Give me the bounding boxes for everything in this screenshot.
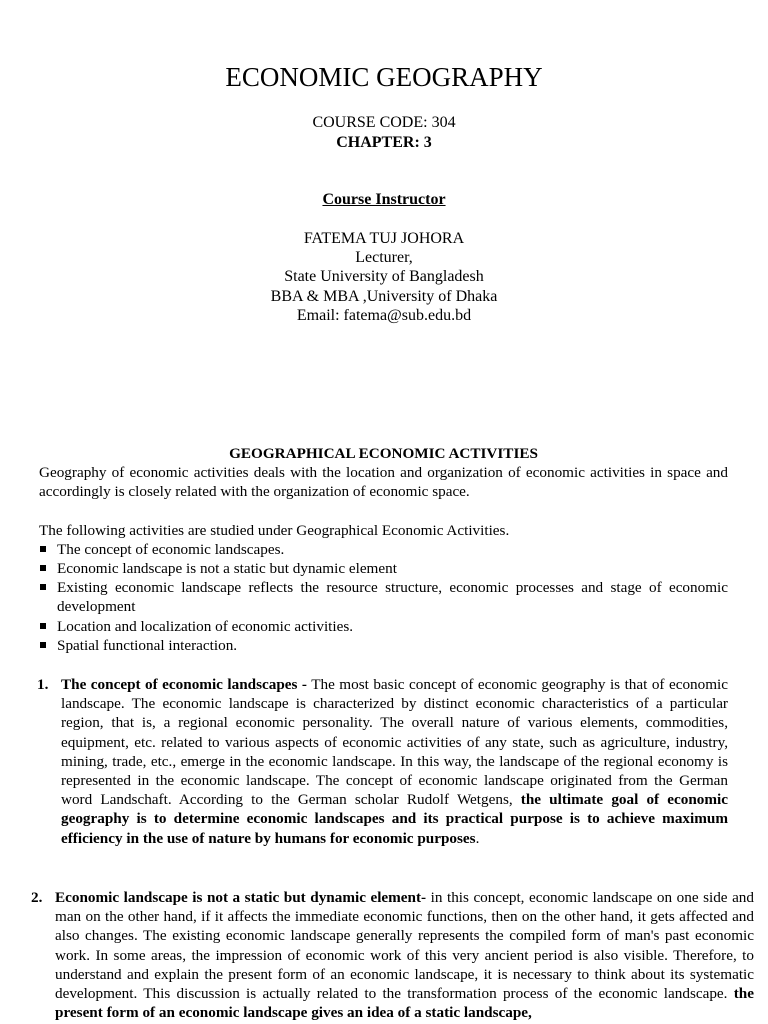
numbered-item-1 bbox=[37, 675, 729, 848]
instructor-degree: BBA & MBA ,University of Dhaka bbox=[270, 287, 498, 305]
instructor-block bbox=[0, 229, 768, 325]
chapter-label: CHAPTER: 3 bbox=[336, 134, 432, 151]
item-emphasis: the present form of an economic landscape gives an idea of a static landscape, bbox=[55, 985, 754, 1022]
document-title: ECONOMIC GEOGRAPHY bbox=[225, 62, 543, 92]
item-heading: The concept of economic landscapes - bbox=[61, 676, 307, 693]
square-bullet-icon bbox=[40, 565, 46, 571]
list-intro: The following activities are studied under Geographical Economic Activities. bbox=[39, 521, 510, 539]
course-code: COURSE CODE: 304 bbox=[312, 114, 456, 131]
section-title: GEOGRAPHICAL ECONOMIC ACTIVITIES bbox=[229, 445, 538, 462]
numbered-item-2 bbox=[31, 888, 754, 1022]
item-tail: . bbox=[475, 829, 480, 847]
list-item: The concept of economic landscapes. bbox=[39, 540, 728, 559]
spacer bbox=[39, 502, 728, 521]
activities-list bbox=[39, 540, 728, 655]
section-intro: Geography of economic activities deals with the location and organization of economic activities in space and accordingly is closely related with the organization of economic space. bbox=[39, 464, 728, 501]
list-item: Spatial functional interaction. bbox=[39, 636, 728, 655]
item-number: 2. bbox=[31, 889, 43, 906]
list-item: Economic landscape is not a static but dynamic element bbox=[39, 559, 728, 578]
item-number: 1. bbox=[37, 676, 49, 693]
square-bullet-icon bbox=[40, 642, 46, 648]
instructor-name: FATEMA TUJ JOHORA bbox=[303, 230, 465, 247]
instructor-institution: State University of Bangladesh bbox=[284, 268, 484, 286]
list-item: Existing economic landscape reflects the resource structure, economic processes and stage of economic development bbox=[39, 578, 728, 616]
activities-section bbox=[39, 444, 728, 655]
square-bullet-icon bbox=[40, 584, 46, 590]
square-bullet-icon bbox=[40, 623, 46, 629]
item-heading: Economic landscape is not a static but dynamic element- bbox=[55, 889, 427, 906]
instructor-heading: Course Instructor bbox=[322, 191, 446, 208]
item-body: in this concept, economic landscape on one side and man on the other hand, if it affects the immediate economic functions, then on the other hand, it gets affected and also changes. The existing economic landscape generally represents the compiled form of man's past economic work. In some areas, the impression of economic work of this very ancient period is also visible. Therefore, to understand and explain the present form of an economic landscape, it is necessary to think about its systematic development. This discussion is actually related to the transformation process of the economic landscape. bbox=[55, 889, 754, 1003]
item-emphasis: the ultimate goal of economic geography is to determine economic landscapes and its practical purpose is to achieve maximum efficiency in the use of nature by humans for economic purposes bbox=[61, 791, 728, 847]
item-body: The most basic concept of economic geography is that of economic landscape. The economic landscape is characterized by distinct economic characteristics of a particular region, that is, a regional economic personality. The overall nature of various elements, commodities, equipment, etc. related to various aspects of economic activities of any state, such as agriculture, industry, mining, trade, etc., emerge in the economic landscape. In this way, the landscape of the regional economy is represented in the economic landscape. The concept of economic landscape originated from the German word Landschaft. According to the German scholar Rudolf Wetgens, bbox=[61, 676, 729, 809]
instructor-position: Lecturer, bbox=[355, 249, 413, 267]
list-item: Location and localization of economic activities. bbox=[39, 617, 728, 636]
instructor-email: Email: fatema@sub.edu.bd bbox=[296, 306, 472, 324]
square-bullet-icon bbox=[40, 546, 46, 552]
